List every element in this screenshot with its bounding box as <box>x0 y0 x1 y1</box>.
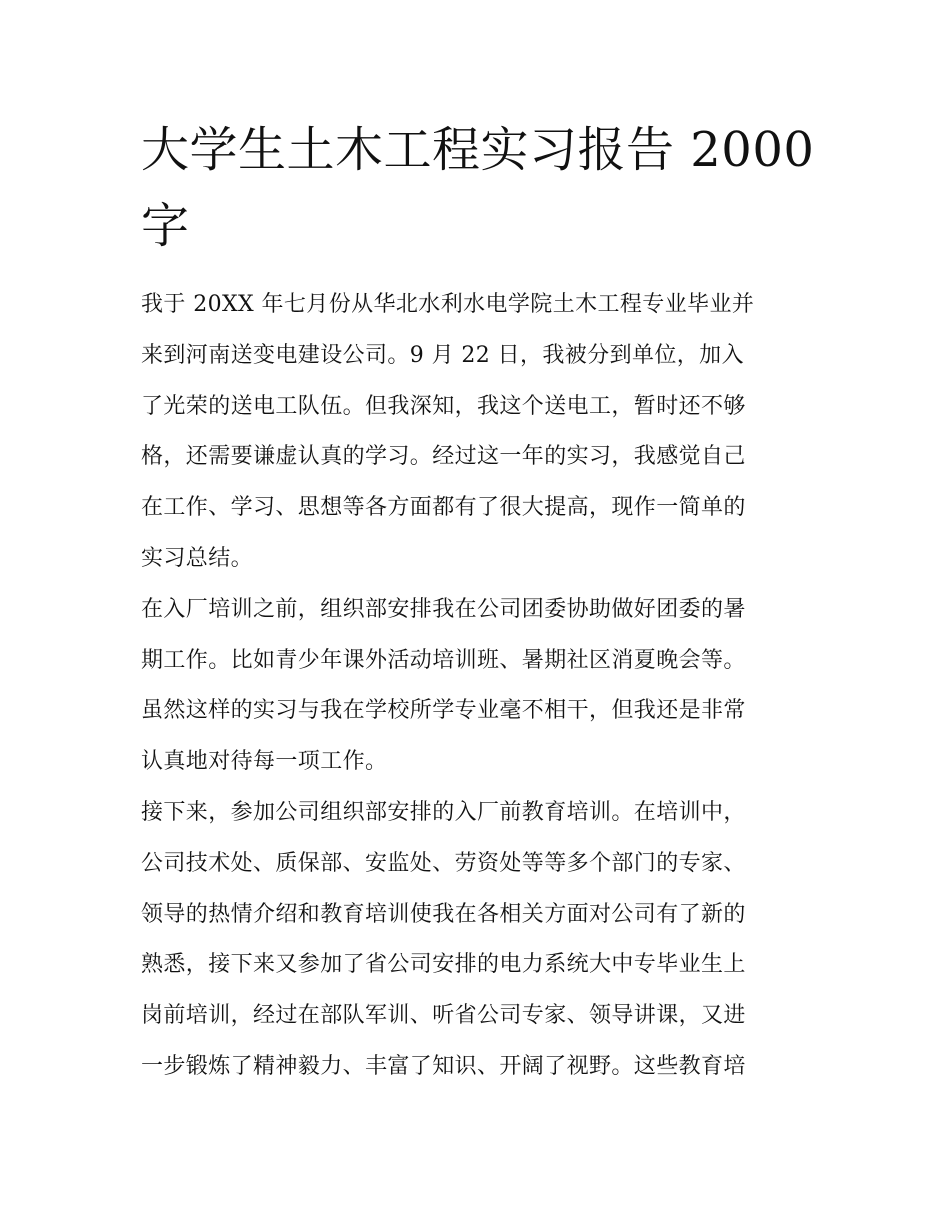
title-line: 字 <box>141 198 190 254</box>
document-body <box>141 280 813 1093</box>
text-line: 了光荣的送电工队伍。但我深知，我这个送电工，暂时还不够 <box>141 393 746 419</box>
text-line: 虽然这样的实习与我在学校所学专业毫不相干，但我还是非常 <box>141 698 746 724</box>
text-line: 认真地对待每一项工作。 <box>141 749 388 775</box>
text-line: 实习总结。 <box>141 545 254 571</box>
text-line: 岗前培训，经过在部队军训、听省公司专家、领导讲课，又进 <box>141 1003 746 1029</box>
paragraph-2 <box>141 585 813 788</box>
title-line: 大学生土木工程实习报告 2000 <box>141 122 815 178</box>
text-line: 领导的热情介绍和教育培训使我在各相关方面对公司有了新的 <box>141 901 746 927</box>
text-line: 来到河南送变电建设公司。9 月 22 日，我被分到单位，加入 <box>141 342 744 368</box>
paragraph-3 <box>141 788 813 1093</box>
text-line: 在工作、学习、思想等各方面都有了很大提高，现作一简单的 <box>141 495 746 521</box>
text-line: 接下来，参加公司组织部安排的入厂前教育培训。在培训中， <box>141 799 746 825</box>
text-line: 期工作。比如青少年课外活动培训班、暑期社区消夏晚会等。 <box>141 647 746 673</box>
document-title <box>141 112 821 264</box>
paragraph-1 <box>141 280 813 585</box>
text-line: 公司技术处、质保部、安监处、劳资处等等多个部门的专家、 <box>141 850 746 876</box>
text-line: 格，还需要谦虚认真的学习。经过这一年的实习，我感觉自己 <box>141 444 746 470</box>
text-line: 熟悉，接下来又参加了省公司安排的电力系统大中专毕业生上 <box>141 952 746 978</box>
text-line: 在入厂培训之前，组织部安排我在公司团委协助做好团委的暑 <box>141 596 746 622</box>
text-line: 一步锻炼了精神毅力、丰富了知识、开阔了视野。这些教育培 <box>141 1053 746 1079</box>
text-line: 我于 20XX 年七月份从华北水利水电学院土木工程专业毕业并 <box>141 292 755 317</box>
